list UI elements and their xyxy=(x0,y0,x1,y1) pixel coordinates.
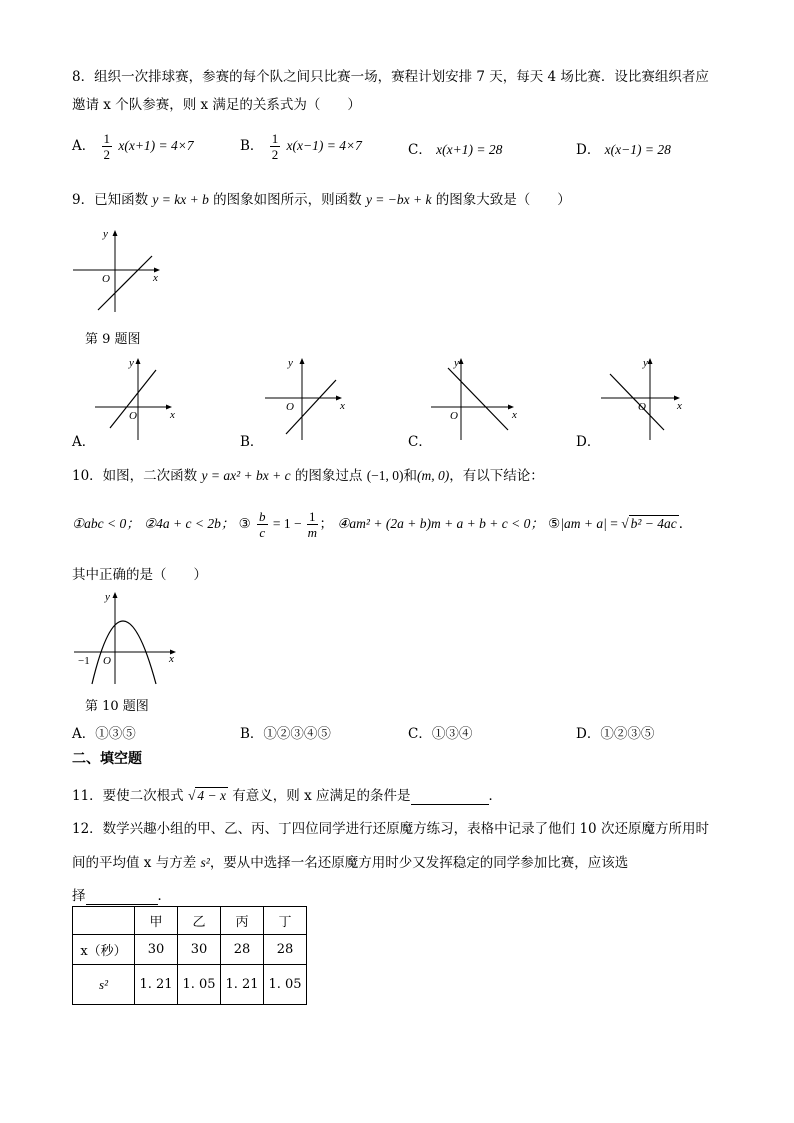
table-header-cell: 丙 xyxy=(221,907,264,935)
option-label: C． xyxy=(408,726,432,742)
option-label: A． xyxy=(72,138,96,154)
q8-option-c xyxy=(408,138,502,158)
y-label: y xyxy=(288,357,293,369)
q10-conclusions xyxy=(72,510,692,539)
x-label: x xyxy=(340,400,345,412)
q11-prefix: 11．要使二次根式 xyxy=(72,788,188,804)
table-cell: x（秒） xyxy=(73,935,135,965)
q8-option-d xyxy=(576,138,671,158)
section-title: 二、填空题 xyxy=(72,751,142,767)
table-cell: 1. 21 xyxy=(221,965,264,1005)
y-axis-arrow xyxy=(113,230,118,236)
table-cell: 30 xyxy=(178,935,221,965)
answer-blank[interactable] xyxy=(411,788,489,805)
q10-stem-mid: 的图象过点 xyxy=(290,468,367,484)
table-header-cell: 甲 xyxy=(135,907,178,935)
function-line xyxy=(610,374,664,430)
y-axis-arrow xyxy=(300,358,305,364)
neg-one-label: −1 xyxy=(78,655,90,667)
fraction-numerator: 1 xyxy=(309,509,316,524)
q10-and: 和 xyxy=(403,468,418,484)
q8-stem-line1: 8．组织一次排球赛，参赛的每个队之间只比赛一场，赛程计划安排 7 天，每天 4 场比赛．设比赛组织者应 xyxy=(72,69,709,85)
table-header-cell: 乙 xyxy=(178,907,221,935)
q10-stem-prefix: 10．如图，二次函数 xyxy=(72,468,202,484)
q9-stem-prefix: 9．已知函数 xyxy=(72,192,153,208)
y-label: y xyxy=(643,357,648,369)
sqrt-symbol: √ xyxy=(621,516,629,531)
table-cell: s² xyxy=(73,965,135,1005)
q10-conclusion-3 xyxy=(238,509,338,540)
q10-figure xyxy=(72,588,184,686)
q9-option-b-graph xyxy=(262,352,357,442)
q10-conclusion-3-suffix: ； xyxy=(319,516,334,532)
q12-line2-suffix: ，要从中选择一名还原魔方用时少又发挥稳定的同学参加比赛，应该选 xyxy=(209,855,629,871)
fraction-denominator: 2 xyxy=(103,147,111,162)
q10-option-b xyxy=(240,722,331,742)
fraction-numerator: b xyxy=(259,509,266,524)
table-cell: 30 xyxy=(135,935,178,965)
table-row xyxy=(73,935,307,965)
fraction-denominator: c xyxy=(259,525,266,540)
option-label: A． xyxy=(72,726,96,742)
option-label: B． xyxy=(240,138,264,154)
q10-option-a xyxy=(72,722,136,742)
table-header-cell xyxy=(73,907,135,935)
q12-data-table xyxy=(72,906,307,1005)
option-expression: x(x+1) = 28 xyxy=(436,142,503,157)
answer-blank[interactable] xyxy=(86,888,158,905)
fraction xyxy=(270,132,281,161)
x-label: x xyxy=(153,272,158,284)
q9-expression-2: y = −bx + k xyxy=(365,192,432,207)
fraction-denominator: m xyxy=(307,525,317,540)
x-label: x xyxy=(169,653,174,665)
option-label: C． xyxy=(408,142,432,158)
option-expression: x(x−1) = 28 xyxy=(604,142,671,157)
q12-line1: 12．数学兴趣小组的甲、乙、丙、丁四位同学进行还原魔方练习，表格中记录了他们 10 次还原魔方所用时 xyxy=(72,821,709,837)
x-label: x xyxy=(170,409,175,421)
y-axis-arrow xyxy=(459,358,464,364)
q10-stem xyxy=(72,464,544,484)
q10-conclusion-5-radicand: b² − 4ac xyxy=(630,516,677,531)
q10-point-2: (m, 0) xyxy=(417,468,450,483)
table-header-cell: 丁 xyxy=(264,907,307,935)
origin-label: O xyxy=(103,655,111,667)
q11-radicand: 4 − x xyxy=(197,788,227,803)
q9-stem-mid: 的图象如图所示，则函数 xyxy=(208,192,366,208)
origin-label: O xyxy=(638,401,646,413)
table-cell: 1. 05 xyxy=(264,965,307,1005)
q10-conclusion-2: ②4a + c < 2b； xyxy=(144,516,235,531)
y-axis-arrow xyxy=(648,358,653,364)
q11-end: ． xyxy=(488,788,503,804)
q10-conclusion-1: ①abc < 0； xyxy=(72,516,140,531)
option-value: ①②③④⑤ xyxy=(263,726,331,742)
q8-option-a xyxy=(72,132,194,161)
x-label: x xyxy=(677,400,682,412)
q10-figure-caption: 第 10 题图 xyxy=(85,699,149,714)
q9-option-d-label: D． xyxy=(576,434,601,450)
sqrt-symbol: √ xyxy=(187,788,196,803)
q12-line3 xyxy=(72,884,171,905)
option-label: D． xyxy=(576,726,601,742)
q9-option-b-label: B． xyxy=(240,434,264,450)
fraction xyxy=(102,132,113,161)
fraction-numerator: 1 xyxy=(271,131,279,146)
q9-figure xyxy=(70,224,170,316)
q12-line2-prefix: 间的平均值 x 与方差 xyxy=(72,855,201,871)
table-cell: 28 xyxy=(221,935,264,965)
origin-label: O xyxy=(286,401,294,413)
q10-conclusion-3-mid: = 1 − xyxy=(269,516,306,531)
table-row xyxy=(73,965,307,1005)
option-value: ①③⑤ xyxy=(95,726,136,742)
q10-stem-suffix: ，有以下结论： xyxy=(449,468,544,484)
q9-option-d-graph xyxy=(598,352,693,442)
q10-conclusion-5-abs: |am + a| xyxy=(560,516,607,531)
option-value: ①②③⑤ xyxy=(600,726,655,742)
q9-option-a-graph xyxy=(92,352,187,442)
table-cell: 1. 21 xyxy=(135,965,178,1005)
origin-label: O xyxy=(129,410,137,422)
q8-stem-line2: 邀请 x 个队参赛，则 x 满足的关系式为（ ） xyxy=(72,97,361,113)
q10-conclusion-5 xyxy=(548,516,692,532)
q10-conclusion-5-eq: = xyxy=(606,516,622,531)
q12-line3-end: ． xyxy=(157,888,171,904)
y-axis-arrow xyxy=(136,358,141,364)
q9-expression-1: y = kx + b xyxy=(152,192,209,207)
table-row xyxy=(73,907,307,935)
q10-point-1: (−1, 0) xyxy=(366,468,404,483)
option-value: ①③④ xyxy=(431,726,473,742)
y-axis-arrow xyxy=(113,592,118,598)
option-expression: x(x−1) = 4×7 xyxy=(286,138,362,153)
q11-suffix: 有意义，则 x 应满足的条件是 xyxy=(228,788,411,804)
q9-figure-caption: 第 9 题图 xyxy=(85,332,141,347)
origin-label: O xyxy=(450,410,458,422)
table-cell: 1. 05 xyxy=(178,965,221,1005)
y-label: y xyxy=(129,357,134,369)
fraction-numerator: 1 xyxy=(103,131,111,146)
table-cell: 28 xyxy=(264,935,307,965)
q9-stem xyxy=(72,188,571,208)
q9-option-c-label: C． xyxy=(408,434,432,450)
q12-line3-prefix: 择 xyxy=(72,888,86,904)
q10-question: 其中正确的是（ ） xyxy=(72,567,207,583)
q12-s-squared: s² xyxy=(200,855,210,870)
q9-stem-suffix: 的图象大致是（ ） xyxy=(431,192,571,208)
q10-expression: y = ax² + bx + c xyxy=(201,468,291,483)
option-label: B． xyxy=(240,726,264,742)
q10-conclusion-3-prefix: ③ xyxy=(238,516,251,532)
fraction xyxy=(307,510,318,539)
y-label: y xyxy=(454,357,459,369)
y-label: y xyxy=(105,591,110,603)
fraction-denominator: 2 xyxy=(271,147,279,162)
option-label: D． xyxy=(576,142,601,158)
q8-option-b xyxy=(240,132,362,161)
q9-option-c-graph xyxy=(428,352,523,442)
q10-conclusion-5-suffix: ． xyxy=(678,516,693,532)
q9-option-a-label: A． xyxy=(72,434,96,450)
y-label: y xyxy=(103,228,108,240)
option-expression: x(x+1) = 4×7 xyxy=(118,138,194,153)
origin-label: O xyxy=(102,273,110,285)
q10-conclusion-4: ④am² + (2a + b)m + a + b + c < 0； xyxy=(337,516,544,531)
q10-option-d xyxy=(576,722,654,742)
q10-conclusion-5-prefix: ⑤ xyxy=(548,516,561,532)
q12-line2 xyxy=(72,851,628,871)
fraction xyxy=(257,510,268,539)
q10-option-c xyxy=(408,722,472,742)
q11-stem xyxy=(72,784,502,805)
x-label: x xyxy=(512,409,517,421)
